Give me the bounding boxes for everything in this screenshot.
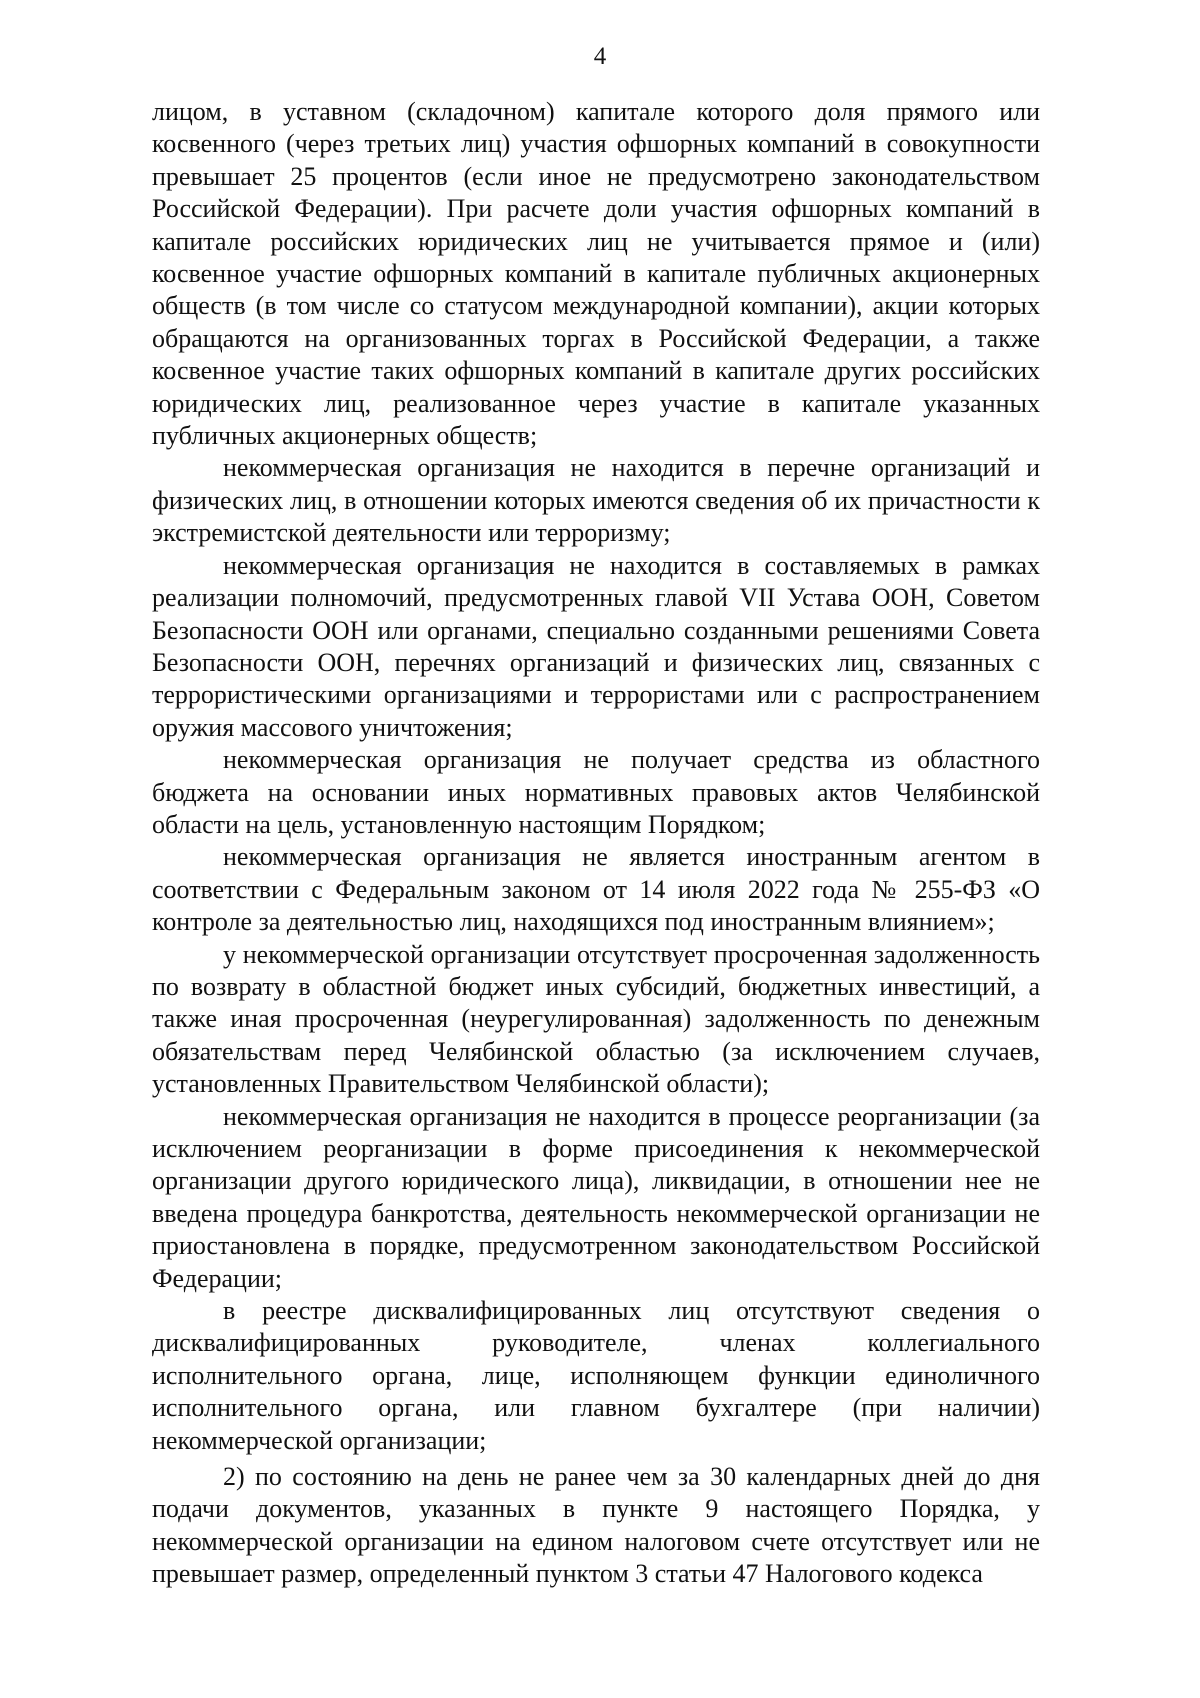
paragraph-reorganization: некоммерческая организация не находится в процессе реорганизации (за исключением реорганизации в форме присоединения к некоммерческой организации другого юридического лица), ликвидации, в отношении нее не введена процедура банкротства, деятельность некоммерческой организации не приостановлена в порядке, предусмотренном законодательством Российской Федерации; bbox=[152, 1101, 1040, 1293]
page-number: 4 bbox=[593, 43, 607, 70]
paragraph-overdue-debt: у некоммерческой организации отсутствует просроченная задолженность по возврату в областной бюджет иных субсидий, бюджетных инвестиций, а также иная просроченная (неурегулированная) задолженность по денежным обязательствам перед Челябинской областью (за исключением случаев, установленных Правительством Челябинской области); bbox=[152, 939, 1040, 1099]
paragraph-disqualified-persons: в реестре дисквалифицированных лиц отсутствуют сведения о дисквалифицированных руководителе, членах коллегиального исполнительного органа, лице, исполняющем функции единоличного исполнительного органа, или главном бухгалтере (при наличии) некоммерческой организации; bbox=[152, 1296, 1040, 1455]
paragraph-foreign-agent: некоммерческая организация не является иностранным агентом в соответствии с Федеральным законом от 14 июля 2022 года № 255-ФЗ «О контроле за деятельностью лиц, находящихся под иностранным влиянием»; bbox=[152, 842, 1040, 937]
paragraph-regional-budget-funds: некоммерческая организация не получает средства из областного бюджета на основании иных нормативных правовых актов Челябинской области на цель, установленную настоящим Порядком; bbox=[152, 745, 1040, 839]
paragraph-offshore-capital: лицом, в уставном (складочном) капитале которого доля прямого или косвенного (через третьих лиц) участия офшорных компаний в совокупности превышает 25 процентов (если иное не предусмотрено законодательством Российской Федерации). При расчете доли участия офшорных компаний в капитале российских юридических лиц не учитывается прямое и (или) косвенное участие офшорных компаний в капитале публичных акционерных обществ (в том числе со статусом международной компании), акции которых обращаются на организованных торгах в Российской Федерации, а также косвенное участие таких офшорных компаний в капитале других российских юридических лиц, реализованное через участие в капитале указанных публичных акционерных обществ; bbox=[152, 97, 1040, 451]
paragraph-tax-account: 2) по состоянию на день не ранее чем за 30 календарных дней до дня подачи документов, указанных в пункте 9 настоящего Порядка, у некоммерческой организации на едином налоговом счете отсутствует или не превышает размер, определенный пунктом 3 статьи 47 Налогового кодекса bbox=[152, 1462, 1040, 1589]
paragraph-un-security-council-list: некоммерческая организация не находится в составляемых в рамках реализации полномочий, предусмотренных главой VII Устава ООН, Советом Безопасности ООН или органами, специально созданными решениями Совета Безопасности ООН, перечнях организаций и физических лиц, связанных с террористическими организациями и террористами или с распространением оружия массового уничтожения; bbox=[152, 550, 1040, 742]
document-body bbox=[152, 96, 1040, 1591]
paragraph-extremism-list: некоммерческая организация не находится в перечне организаций и физических лиц, в отношении которых имеются сведения об их причастности к экстремистской деятельности или терроризму; bbox=[152, 453, 1040, 548]
